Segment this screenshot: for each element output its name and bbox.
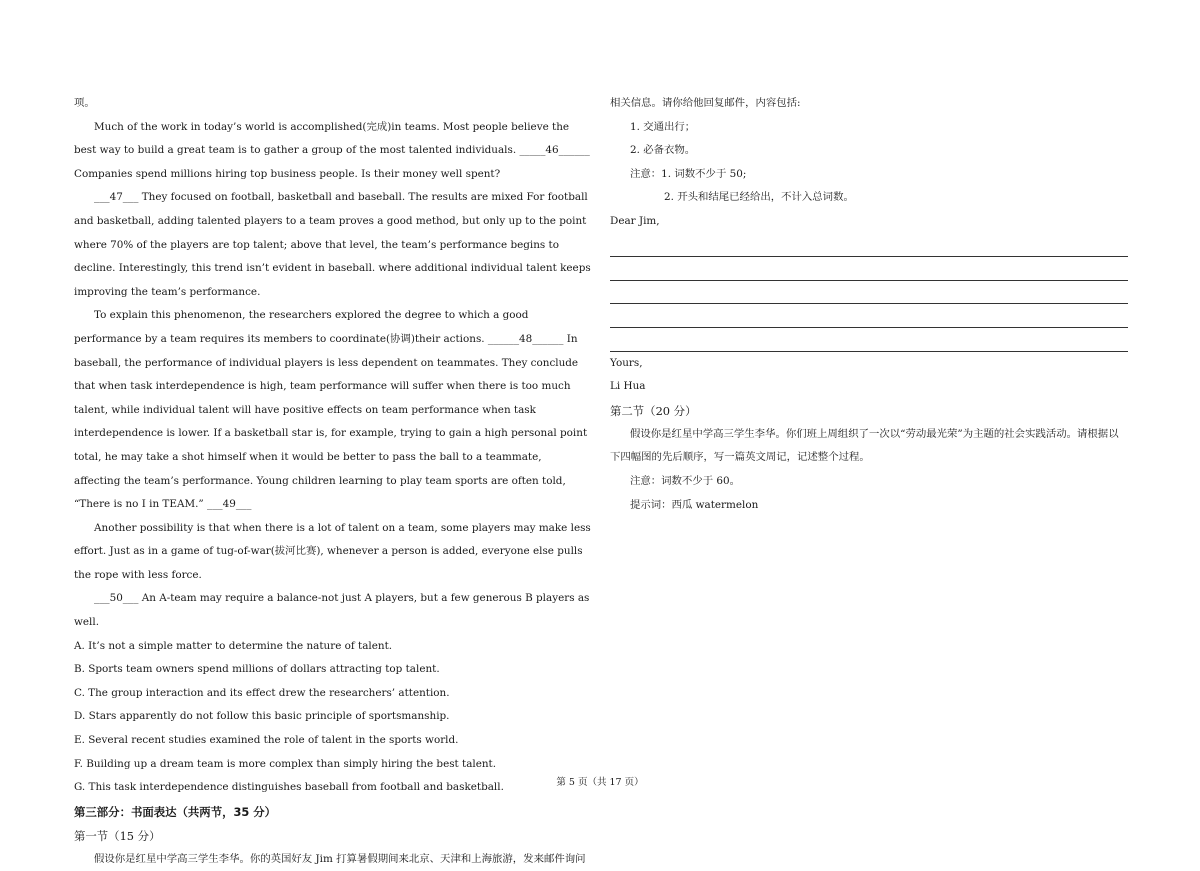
text-line: 1. 交通出行； xyxy=(630,120,696,133)
text-line: 第一节（15 分） xyxy=(74,828,161,843)
text-line: 注意：词数不少于 60。 xyxy=(630,474,741,487)
text-line: Another possibility is that when there is a lot of talent on a team, some players may make less effort. Just as in a game of tug-of-war(拔河比赛), whenever a person is added, everyone else pulls the rope with less force. xyxy=(74,521,591,581)
answer-line xyxy=(610,257,1128,281)
text-line: 2. 必备衣物。 xyxy=(630,144,696,157)
text-line: 注意：1. 词数不少于 50; xyxy=(630,167,747,180)
text-line: Dear Jim, xyxy=(610,214,660,227)
text-line: ___50___ An A-team may require a balance-not just A players, but a few generous B players as well. xyxy=(74,592,590,629)
page-footer: 第 5 页（共 17 页） xyxy=(556,777,644,788)
text-line: A. It’s not a simple matter to determine the nature of talent. xyxy=(74,639,393,652)
answer-line xyxy=(610,328,1128,352)
text-line: C. The group interaction and its effect drew the researchers’ attention. xyxy=(74,686,450,699)
text-line: 第二节（20 分） xyxy=(610,403,697,418)
answer-line xyxy=(610,234,1128,258)
text-line: 相关信息。请你给他回复邮件，内容包括: xyxy=(610,97,801,109)
answer-line xyxy=(610,304,1128,328)
text-line: D. Stars apparently do not follow this basic principle of sportsmanship. xyxy=(74,710,450,723)
text-line: ___47___ They focused on football, basketball and baseball. The results are mixed For football and basketball, adding talented players to a team proves a good method, but only up to the point where 70% of the players are top talent; above that level, the team’s performance begins to decline. Interestingly, this trend isn’t evident in baseball. where additional individual talent keeps improving the team’s performance. xyxy=(74,191,591,298)
text-line: Much of the work in today’s world is accomplished(完成)in teams. Most people believe the best way to build a great team is to gather a group of the most talented individuals. _____46______ Companies spend millions hiring top business people. Is their money well spent? xyxy=(74,120,590,180)
text-line: 第三部分：书面表达（共两节，35 分） xyxy=(74,804,277,819)
text-line: Li Hua xyxy=(610,380,646,393)
text-line: 项。 xyxy=(74,97,95,109)
text-line: Yours, xyxy=(610,356,643,369)
text-line: E. Several recent studies examined the role of talent in the sports world. xyxy=(74,734,459,747)
text-line: 假设你是红星中学高三学生李华。你们班上周组织了一次以“劳动最光荣”为主题的社会实践活动。请根据以下四幅图的先后顺序，写一篇英文周记，记述整个过程。 xyxy=(610,427,1119,464)
text-line: 假设你是红星中学高三学生李华。你的英国好友 Jim 打算暑假期间来北京、天津和上海旅游，发来邮件询问 xyxy=(94,852,586,865)
text-line: 2. 开头和结尾已经给出，不计入总词数。 xyxy=(664,191,854,204)
text-line: F. Building up a dream team is more complex than simply hiring the best talent. xyxy=(74,757,497,770)
text-line: B. Sports team owners spend millions of dollars attracting top talent. xyxy=(74,663,440,676)
left-column xyxy=(74,92,591,871)
right-column xyxy=(610,92,1128,517)
text-line: 提示词：西瓜 watermelon xyxy=(630,498,759,511)
text-line: To explain this phenomenon, the researchers explored the degree to which a good performance by a team requires its members to coordinate(协调)their actions. ______48______ In baseball, the performance of individual players is less dependent on teammates. They conclude that when task interdependence is high, team performance will suffer when there is too much talent, while individual talent will have positive effects on team performance when task interdependence is lower. If a basketball star is, for example, trying to gain a high personal point total, he may take a shot himself when it would be better to pass the ball to a teammate, affecting the team’s performance. Young children learning to play team sports are often told, “There is no I in TEAM.” ___49___ xyxy=(74,309,588,511)
answer-line xyxy=(610,281,1128,305)
text-line: G. This task interdependence distinguishes baseball from football and basketball. xyxy=(74,781,504,794)
